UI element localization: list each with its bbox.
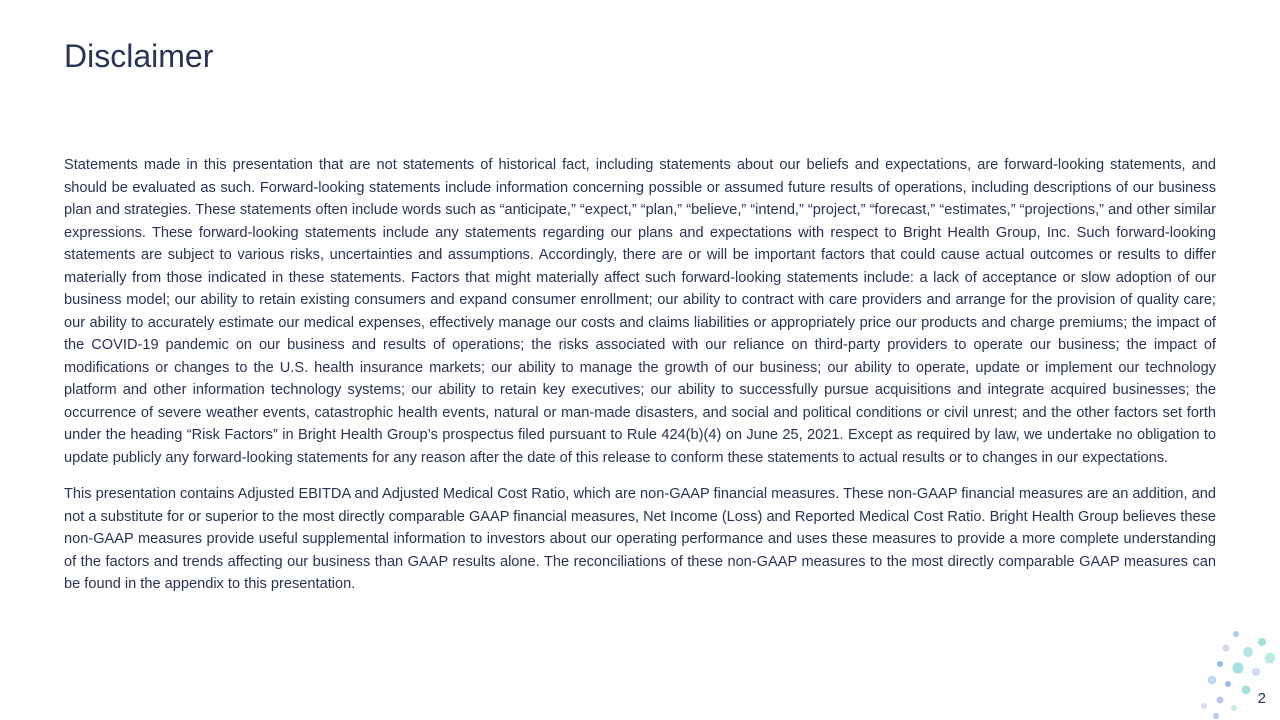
- page-number: 2: [1257, 690, 1266, 707]
- dotted-divider: [0, 128, 1280, 140]
- disclaimer-body: [64, 154, 1216, 596]
- page-title: Disclaimer: [64, 38, 214, 74]
- forward-looking-paragraph: Statements made in this presentation that are not statements of historical fact, including statements about our beliefs and expectations, are forward-looking statements, and should be evaluated as such. Forward-looking statements include information concerning possible or assumed future results of operations, including descriptions of our business plan and strategies. These statements often include words such as “anticipate,” “expect,” “plan,” “believe,” “intend,” “project,” “forecast,” “estimates,” “projections,” and other similar expressions. These forward-looking statements include any statements regarding our plans and expectations with respect to Bright Health Group, Inc. Such forward-looking statements are subject to various risks, uncertainties and assumptions. Accordingly, there are or will be important factors that could cause actual outcomes or results to differ materially from those indicated in these statements. Factors that might materially affect such forward-looking statements include: a lack of acceptance or slow adoption of our business model; our ability to retain existing consumers and expand consumer enrollment; our ability to contract with care providers and arrange for the provision of quality care; our ability to accurately estimate our medical expenses, effectively manage our costs and claims liabilities or appropriately price our products and charge premiums; the impact of the COVID-19 pandemic on our business and results of operations; the risks associated with our reliance on third-party providers to operate our business; the impact of modifications or changes to the U.S. health insurance markets; our ability to manage the growth of our business; our ability to operate, update or implement our technology platform and other information technology systems; our ability to retain key executives; our ability to successfully pursue acquisitions and integrate acquired businesses; the occurrence of severe weather events, catastrophic health events, natural or man-made disasters, and social and political conditions or civil unrest; and the other factors set forth under the heading “Risk Factors” in Bright Health Group’s prospectus filed pursuant to Rule 424(b)(4) on June 25, 2021. Except as required by law, we undertake no obligation to update publicly any forward-looking statements for any reason after the date of this release to conform these statements to actual results or to changes in our expectations.: [64, 157, 1216, 466]
- non-gaap-paragraph: This presentation contains Adjusted EBITDA and Adjusted Medical Cost Ratio, which are non-GAAP financial measures. These non-GAAP financial measures are an addition, and not a substitute for or superior to the most directly comparable GAAP financial measures, Net Income (Loss) and Reported Medical Cost Ratio. Bright Health Group believes these non-GAAP measures provide useful supplemental information to investors about our operating performance and uses these measures to provide a more complete understanding of the factors and trends affecting our business than GAAP results alone. The reconciliations of these non-GAAP measures to the most directly comparable GAAP measures can be found in the appendix to this presentation.: [64, 486, 1216, 592]
- decorative-dot-cluster: [1190, 628, 1280, 720]
